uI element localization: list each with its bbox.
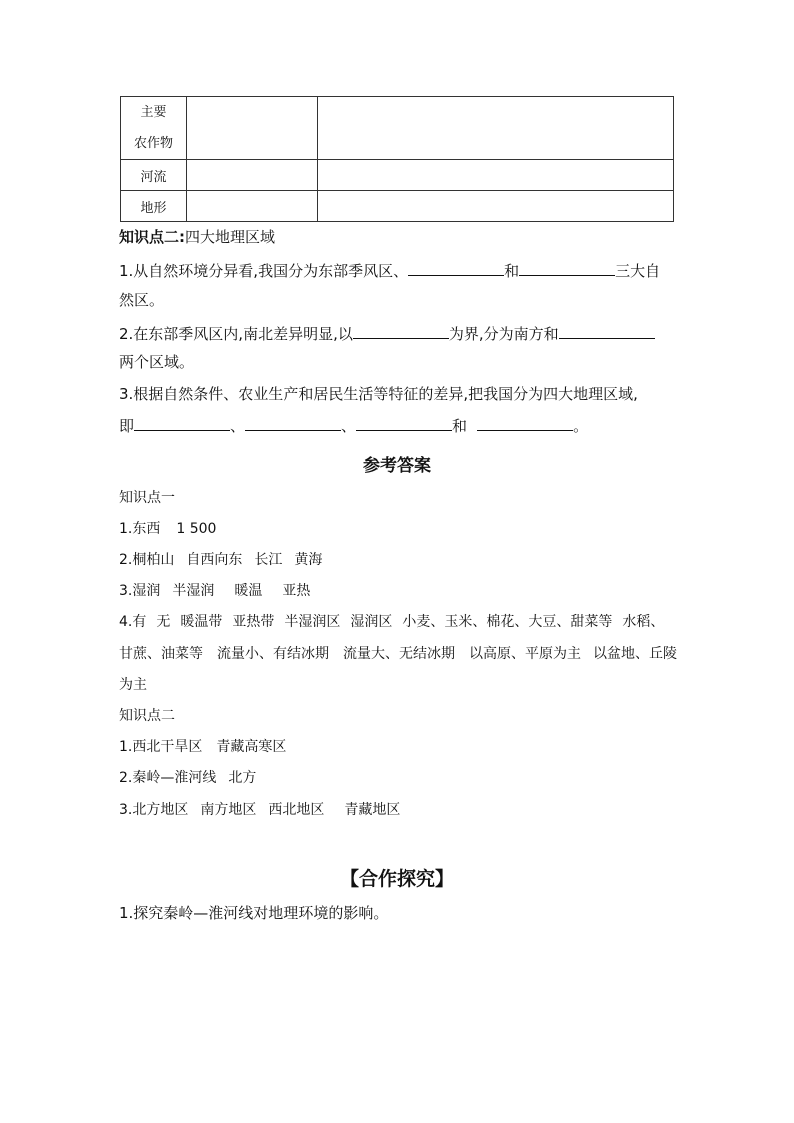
question-text: 。 — [573, 417, 589, 435]
table-row-label: 河流 — [121, 160, 187, 191]
question-2-line-1 — [119, 322, 655, 344]
question-text: 、 — [341, 417, 357, 435]
question-text: 3.根据自然条件、农业生产和居民生活等特征的差异,把我国分为四大地理区域, — [119, 385, 638, 403]
answer-item: 亚热 — [282, 583, 311, 599]
answer-item: 2.桐柏山 — [119, 552, 175, 568]
answer-item: 流量大、无结冰期 — [343, 646, 455, 662]
answer-item: 3.湿润 — [119, 583, 161, 599]
fill-blank[interactable] — [356, 414, 452, 431]
answers-k2-title: 知识点二 — [119, 708, 175, 724]
answer-item: 小麦、玉米、棉花、大豆、甜菜等 — [402, 614, 613, 630]
answer-item: 1 500 — [176, 521, 217, 537]
table-cell — [187, 97, 318, 160]
question-text: 然区。 — [119, 291, 165, 309]
fill-blank[interactable] — [408, 259, 504, 276]
section-heading-label: 知识点二 — [119, 228, 180, 246]
table-row-label: 地形 — [121, 191, 187, 222]
answer-item: 西北地区 — [268, 802, 325, 818]
answer-line — [119, 800, 400, 820]
answer-item: 半湿润区 — [284, 614, 341, 630]
answer-line — [119, 644, 677, 664]
question-text: 、 — [230, 417, 246, 435]
answer-item: 以高原、平原为主 — [469, 646, 581, 662]
answer-item: 长江 — [254, 552, 283, 568]
answer-line: 为主 — [119, 677, 147, 693]
fill-blank[interactable] — [519, 259, 615, 276]
cooperation-question: 1.探究秦岭—淮河线对地理环境的影响。 — [119, 904, 389, 922]
fill-blank[interactable] — [134, 414, 230, 431]
answer-line — [119, 768, 256, 788]
answer-item: 2.秦岭—淮河线 — [119, 770, 217, 786]
question-3-line-2 — [119, 414, 588, 436]
section-heading-colon: : — [179, 228, 186, 246]
knowledge-table — [120, 96, 674, 222]
fill-blank[interactable] — [353, 322, 449, 339]
cooperation-title: 【合作探究】 — [339, 868, 454, 890]
answer-item: 3.北方地区 — [119, 802, 189, 818]
table-row — [121, 160, 674, 191]
fill-blank[interactable] — [559, 322, 655, 339]
section-heading — [119, 227, 275, 247]
question-text: 为界,分为南方和 — [448, 325, 559, 343]
answer-item: 亚热带 — [232, 614, 275, 630]
answer-item: 1.东西 — [119, 521, 161, 537]
answer-item: 暖温带 — [180, 614, 223, 630]
question-text: 三大自 — [615, 262, 661, 280]
question-1-line-1 — [119, 259, 660, 281]
answer-item: 青藏地区 — [344, 802, 401, 818]
answer-item: 自西向东 — [186, 552, 243, 568]
answer-line — [119, 550, 322, 570]
fill-blank[interactable] — [245, 414, 341, 431]
table-cell — [318, 160, 674, 191]
answer-item: 黄海 — [294, 552, 323, 568]
answer-line — [119, 612, 664, 632]
answers-k1-title: 知识点一 — [119, 490, 175, 506]
table-cell — [318, 191, 674, 222]
answer-item: 4.有 — [119, 614, 147, 630]
question-text: 两个区域。 — [119, 353, 195, 371]
answer-item: 流量小、有结冰期 — [217, 646, 329, 662]
fill-blank[interactable] — [477, 414, 573, 431]
table-row-label — [121, 97, 187, 160]
answers-title: 参考答案 — [363, 456, 431, 476]
answer-line — [119, 519, 216, 539]
answer-line — [119, 581, 310, 601]
answer-line — [119, 737, 286, 757]
label-line: 主要 — [140, 105, 167, 120]
question-3-line-1 — [119, 384, 638, 404]
answer-item: 青藏高寒区 — [216, 739, 287, 755]
table-row — [121, 97, 674, 160]
question-text: 1.从自然环境分异看,我国分为东部季风区、 — [119, 262, 409, 280]
answer-item: 北方 — [228, 770, 257, 786]
answer-item: 南方地区 — [200, 802, 257, 818]
table-cell — [318, 97, 674, 160]
answer-item: 甘蔗、油菜等 — [119, 646, 203, 662]
table-cell — [187, 160, 318, 191]
answer-item: 无 — [156, 614, 171, 630]
answer-item: 1.西北干旱区 — [119, 739, 203, 755]
label-line: 农作物 — [133, 136, 173, 151]
answer-item: 湿润区 — [350, 614, 393, 630]
answer-item: 水稻、 — [622, 614, 665, 630]
answer-item: 半湿润 — [172, 583, 215, 599]
section-heading-text: 四大地理区域 — [185, 228, 276, 246]
table-row — [121, 191, 674, 222]
question-2-line-2 — [119, 352, 194, 372]
answer-item: 以盆地、丘陵 — [593, 646, 677, 662]
question-1-line-2 — [119, 290, 164, 310]
question-text: 即 — [119, 417, 135, 435]
question-text: 2.在东部季风区内,南北差异明显,以 — [119, 325, 353, 343]
table-cell — [187, 191, 318, 222]
question-text: 和 — [452, 417, 468, 435]
answer-item: 暖温 — [234, 583, 263, 599]
question-text: 和 — [504, 262, 520, 280]
